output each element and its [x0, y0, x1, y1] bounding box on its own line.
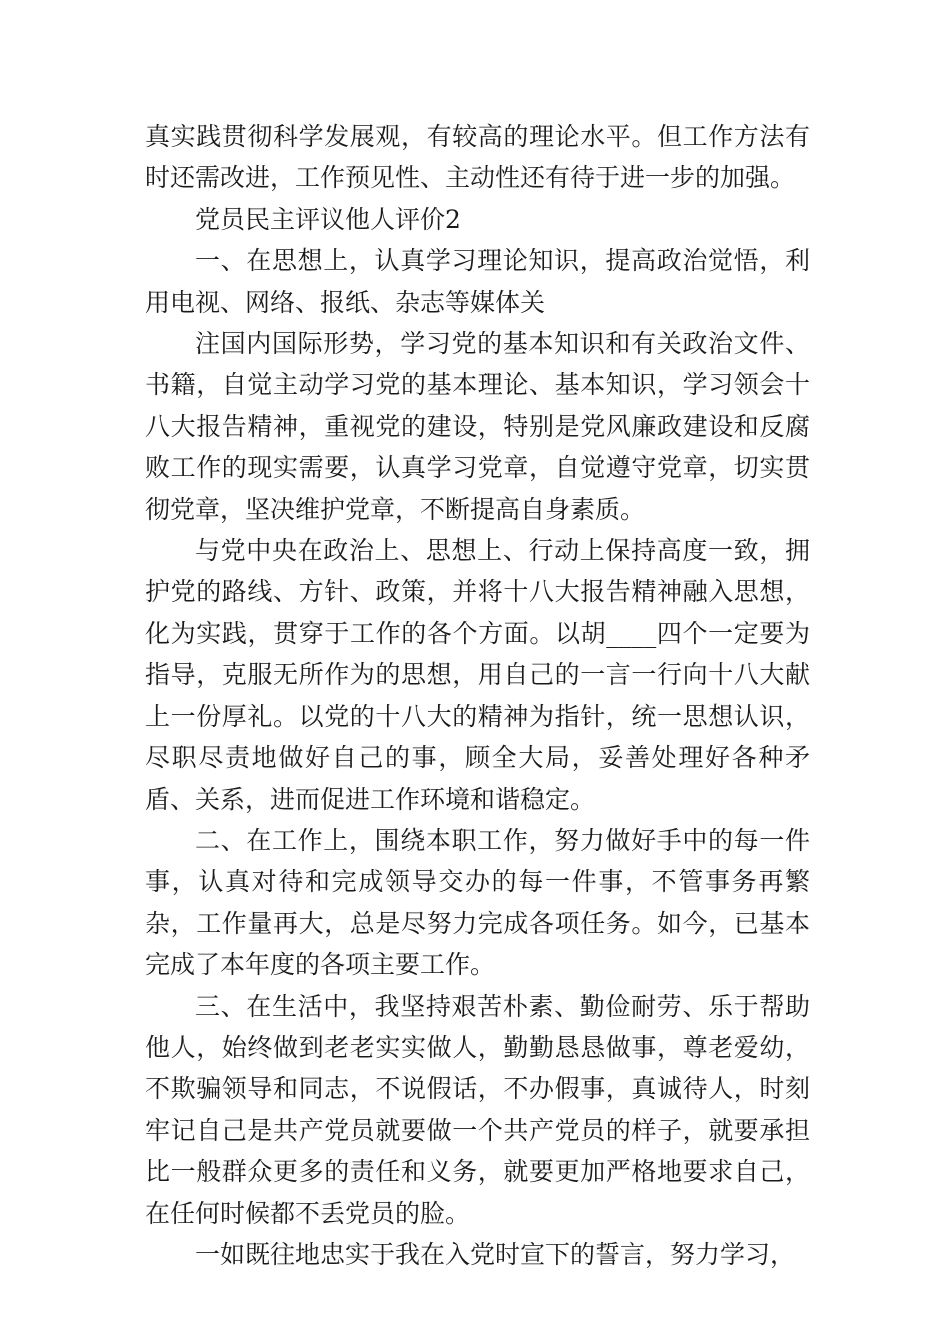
section-heading: 党员民主评议他人评价2 [195, 204, 461, 234]
paragraph-life: 三、在生活中，我坚持艰苦朴素、勤俭耐劳、乐于帮助他人，始终做到老老实实做人，勤勤恳恳做事，尊老爱幼，不欺骗领导和同志，不说假话，不办假事，真诚待人，时刻牢记自己是共产党员就要做一个共产党员的样子，就要承担比一般群众更多的责任和义务，就要更加严格地要求自己，在任何时候都不丢党员的脸。 [145, 991, 810, 1228]
paragraph-thought: 一、在思想上，认真学习理论知识，提高政治觉悟，利用电视、网络、报纸、杂志等媒体关 [145, 246, 810, 317]
paragraph-alignment: 与党中央在政治上、思想上、行动上保持高度一致，拥护党的路线、方针、政策，并将十八大报告精神融入思想，化为实践，贯穿于工作的各个方面。以胡____四个一定要为指导，克服无所作为的思想，用自己的一言一行向十八大献上一份厚礼。以党的十八大的精神为指针，统一思想认识，尽职尽责地做好自己的事，顾全大局，妥善处理好各种矛盾、关系，进而促进工作环境和谐稳定。 [145, 536, 810, 814]
paragraph-study: 注国内国际形势，学习党的基本知识和有关政治文件、书籍，自觉主动学习党的基本理论、基本知识，学习领会十八大报告精神，重视党的建设，特别是党风廉政建设和反腐败工作的现实需要，认真学习党章，自觉遵守党章，切实贯彻党章，坚决维护党章，不断提高自身素质。 [145, 329, 810, 524]
paragraph-work: 二、在工作上，围绕本职工作，努力做好手中的每一件事，认真对待和完成领导交办的每一件事，不管事务再繁杂，工作量再大，总是尽努力完成各项任务。如今，已基本完成了本年度的各项主要工作。 [145, 825, 810, 980]
document-body [145, 116, 810, 1275]
paragraph-oath: 一如既往地忠实于我在入党时宣下的誓言，努力学习， [195, 1239, 796, 1269]
paragraph-continued: 真实践贯彻科学发展观，有较高的理论水平。但工作方法有时还需改进，工作预见性、主动性还有待于进一步的加强。 [145, 122, 810, 193]
